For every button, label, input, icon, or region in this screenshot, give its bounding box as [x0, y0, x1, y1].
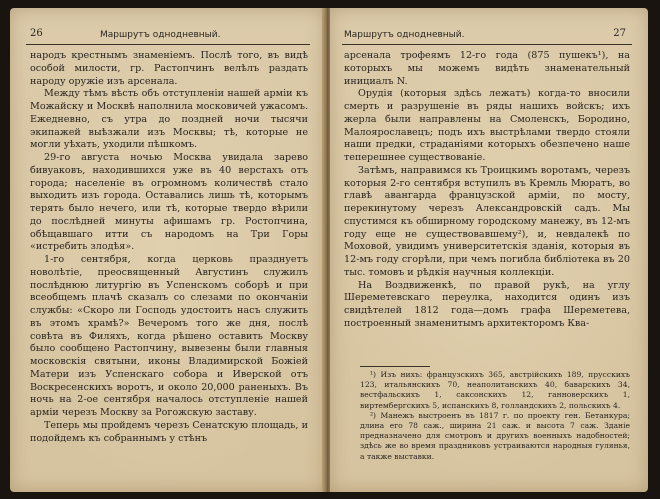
- paragraph: Орудiя (которыя здѣсь лежатъ) когда-то вносили смерть и разрушенiе въ ряды нашихъ войскъ; ихъ жерла были направлены на Смоленскъ, Бородино, Малоярославецъ; подъ ихъ выстрѣлами твердо стояли наши предки, страданiями которыхъ обезпечено наше теперешнее существованiе.: [344, 88, 630, 163]
- header-rule: [26, 44, 310, 45]
- running-head: Маршрутъ однодневный.: [344, 30, 465, 40]
- footnote: ¹) Изъ нихъ: французскихъ 365, австрiйскихъ 189, прусскихъ 123, итальянскихъ 70, неаполитанскихъ 40, баварскихъ 34, вестфальскихъ 1, саксонскихъ 12, ганноверскихъ 1, виртембергскихъ 5, испанскихъ 8, голландскихъ 2, польскихъ 4.: [360, 370, 630, 410]
- paragraph: 1-го сентября, когда церковь празднуетъ новолѣтiе, преосвященный Августинъ служилъ послѣднюю литургiю въ Успенскомъ соборѣ и при всеобщемъ плачѣ сказалъ со слезами по окончанiи службы: «Скоро ли Господь удостоитъ насъ служить въ этомъ храмѣ?» Вечеромъ того же дня, послѣ совѣта въ Филяхъ, когда рѣшено оставить Москву было сообщено Растопчину, вывезены были главныя московскiя святыни, иконы Владимирской Божiей Матери изъ Успенскаго собора и Иверской отъ Воскресенскихъ воротъ, и около 20,000 раненыхъ. Въ ночь на 2-ое сентября началось отступленiе нашей армiи черезъ Москву за Рогожскую заставу.: [30, 254, 308, 418]
- page-number: 26: [30, 28, 43, 39]
- footnote: ²) Манежъ выстроенъ въ 1817 г. по проекту ген. Бетанкура; длина его 78 саж., ширина 21 саж. и высота 7 саж. Зданiе предназначено для смотровъ и другихъ военныхъ надобностей; здѣсь же во время праздниковъ устраиваются народныя гулянья, а также выставки.: [360, 410, 630, 461]
- page-number: 27: [613, 28, 626, 39]
- left-page: [10, 8, 324, 492]
- footnote-rule: [360, 366, 430, 367]
- header-rule: [342, 44, 632, 45]
- paragraph: На Воздвиженкѣ, по правой рукѣ, на углу Шереметевскаго переулка, находится одинъ изъ свидѣтелей 1812 года—домъ графа Шереметева, построенный знаменитымъ архитекторомъ Ква-: [344, 279, 630, 329]
- paragraph: арсенала трофеямъ 12-го года (875 пушекъ¹), на которыхъ мы можемъ видѣть знаменательный инициалъ N.: [344, 50, 630, 87]
- paragraph: народъ крестнымъ знаменiемъ. Послѣ того, въ видѣ особой милости, гр. Растопчинъ велѣлъ раздать народу оружiе изъ арсенала.: [30, 50, 308, 87]
- right-page: [330, 8, 648, 492]
- running-head: Маршрутъ однодневный.: [100, 30, 221, 40]
- paragraph: Теперь мы пройдемъ черезъ Сенатскую площадь, и подойдемъ къ собраннымъ у стѣнъ: [30, 419, 308, 444]
- footnotes: [360, 370, 630, 462]
- page-body: [30, 50, 308, 445]
- paragraph: Между тѣмъ вѣсть объ отступленiи нашей армiи къ Можайску и Москвѣ наполнила московичей ужасомъ. Ежедневно, съ утра до поздней ночи тысячи экипажей выѣзжали изъ Москвы; тѣ, которые не могли уѣхать, уходили пѣшкомъ.: [30, 88, 308, 151]
- paragraph: Затѣмъ, направимся къ Троицкимъ воротамъ, черезъ которыя 2-го сентября вступилъ въ Кремль Мюратъ, во главѣ авангарда французской армiи, по мосту, перекинутому черезъ Александровскiй садъ. Мы спустимся къ обширному городскому манежу, въ 12-мъ году еще не существовавшему²), и, невдалекѣ по Моховой, увидимъ университетскiя зданiя, которыя въ 12-мъ году сгорѣли, при чемъ погибла библiотека въ 20 тыс. томовъ и рѣдкiя научныя коллекцiи.: [344, 164, 630, 278]
- page-body: [344, 50, 630, 331]
- paragraph: 29-го августа ночью Москва увидала зарево бивуаковъ, находившихся уже въ 40 верстахъ отъ города; населенiе въ огромномъ количествѣ стало выходить изъ города. Оставались лишь тѣ, которымъ терять было нечего, или тѣ, которые твердо вѣрили до послѣдней минуты афишамъ гр. Ростопчина, обѣщавшаго итти съ народомъ на Три Горы «истребить злодѣя».: [30, 152, 308, 253]
